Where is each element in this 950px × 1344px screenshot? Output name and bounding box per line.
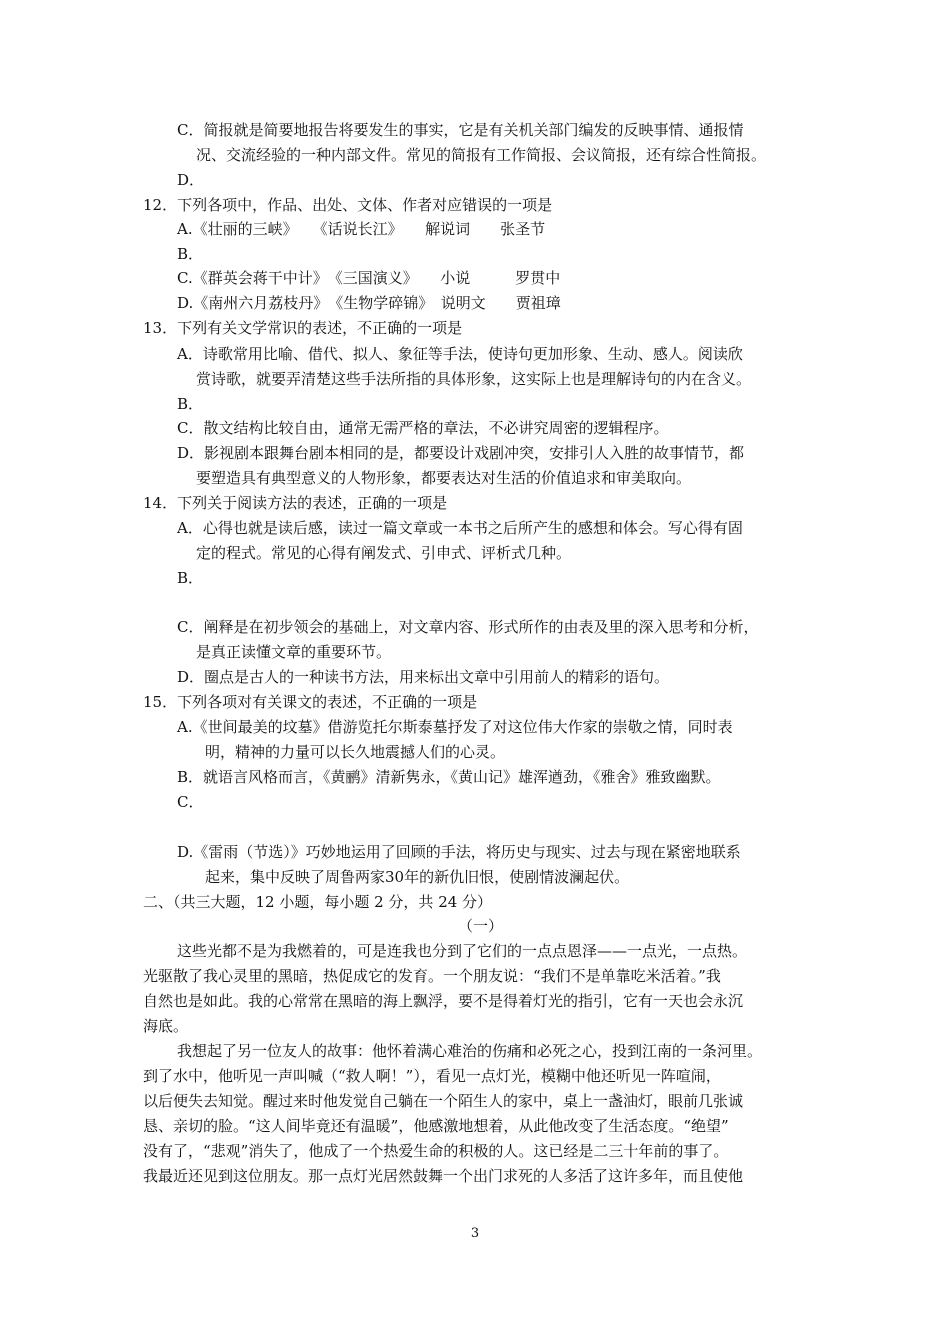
option-line: C.《群英会蒋干中计》 《三国演义》 小说 罗贯中 xyxy=(177,269,561,287)
option-line: A．心得也就是读后感，读过一篇文章或一本书之后所产生的感想和体会。写心得有固 xyxy=(177,519,743,537)
question-stem: 15．下列各项对有关课文的表述，不正确的一项是 xyxy=(143,693,478,711)
option-line: B．就语言风格而言，《黄鹂》清新隽永，《黄山记》雄浑遒劲，《雅舍》雅致幽默。 xyxy=(177,768,721,786)
question-stem: 14．下列关于阅读方法的表述，正确的一项是 xyxy=(143,494,448,512)
option-line: B． xyxy=(177,245,204,263)
passage-line: 海底。 xyxy=(143,1017,189,1035)
text-line: 要塑造具有典型意义的人物形象，都要表达对生活的价值追求和审美取向。 xyxy=(196,469,692,487)
passage-line: 我最近还见到这位朋友。那一点灯光居然鼓舞一个出门求死的人多活了这许多年，而且使他 xyxy=(143,1167,744,1185)
option-line: C．散文结构比较自由，通常无需严格的章法，不必讲究周密的逻辑程序。 xyxy=(177,419,669,437)
passage-line: 没有了，“悲观”消失了，他成了一个热爱生命的积极的人。这已经是二三十年前的事了。 xyxy=(143,1142,729,1160)
page-number: 3 xyxy=(470,1226,480,1241)
text-line: 起来，集中反映了周鲁两家30年的新仇旧恨，使剧情波澜起伏。 xyxy=(205,868,630,886)
subsection-heading: （一） xyxy=(458,917,504,935)
text-line: 明，精神的力量可以长久地震撼人们的心灵。 xyxy=(205,743,506,761)
option-line: B． xyxy=(177,395,204,413)
option-line: C．阐释是在初步领会的基础上，对文章内容、形式所作的由表及里的深入思考和分析， xyxy=(177,618,759,636)
passage-line: 自然也是如此。我的心常常在黑暗的海上飘浮，要不是得着灯光的指引，它有一天也会永沉 xyxy=(143,992,744,1010)
question-stem: 13．下列有关文学常识的表述，不正确的一项是 xyxy=(143,319,463,337)
section-heading: 二、（共三大题，12 小题，每小题 2 分，共 24 分） xyxy=(143,893,493,911)
text-line: 赏诗歌，就要弄清楚这些手法所指的具体形象，这实际上也是理解诗句的内在含义。 xyxy=(196,370,752,388)
text-line: 是真正读懂文章的重要环节。 xyxy=(196,643,392,661)
text-line: 定的程式。常见的心得有阐发式、引申式、评析式几种。 xyxy=(196,544,572,562)
option-line: A．诗歌常用比喻、借代、拟人、象征等手法，使诗句更加形象、生动、感人。阅读欣 xyxy=(177,345,743,363)
passage-line: 光驱散了我心灵里的黑暗，热促成它的发育。一个朋友说：“我们不是单靠吃米活着。”我 xyxy=(143,967,721,985)
option-line: C． xyxy=(177,793,204,811)
passage-line: 我想起了另一位友人的故事：他怀着满心难治的伤痛和必死之心，投到江南的一条河里。 xyxy=(177,1042,763,1060)
text-line: 况、交流经验的一种内部文件。常见的简报有工作简报、会议简报，还有综合性简报。 xyxy=(196,146,767,164)
option-line: A.《壮丽的三峡》 《话说长江》 解说词 张圣节 xyxy=(177,220,546,238)
text-line: C．简报就是简要地报告将要发生的事实，它是有关机关部门编发的反映事情、通报情 xyxy=(177,121,744,139)
option-line: D.《雷雨（节选）》巧妙地运用了回顾的手法，将历史与现实、过去与现在紧密地联系 xyxy=(177,843,741,861)
passage-line: 到了水中，他听见一声叫喊（“救人啊！”），看见一点灯光，模糊中他还听见一阵喧闹， xyxy=(143,1067,721,1085)
passage-line: 这些光都不是为我燃着的，可是连我也分到了它们的一点点恩泽——一点光，一点热。 xyxy=(177,942,748,960)
option-line: A.《世间最美的坟墓》借游览托尔斯泰墓抒发了对这位伟大作家的崇敬之情，同时表 xyxy=(177,718,733,736)
option-line: D.《南州六月荔枝丹》 《生物学碎锦》 说明文 贾祖璋 xyxy=(177,294,561,312)
question-stem: 12．下列各项中，作品、出处、文体、作者对应错误的一项是 xyxy=(143,196,553,214)
passage-line: 恳、亲切的脸。“这人间毕竟还有温暖”，他感激地想着，从此他改变了生活态度。“绝望” xyxy=(143,1117,729,1135)
option-line: D．影视剧本跟舞台剧本相同的是，都要设计戏剧冲突，安排引人入胜的故事情节，都 xyxy=(177,444,745,462)
passage-line: 以后便失去知觉。醒过来时他发觉自己躺在一个陌生人的家中，桌上一盏油灯，眼前几张诚 xyxy=(143,1092,744,1110)
option-line: D．圈点是古人的一种读书方法，用来标出文章中引用前人的精彩的语句。 xyxy=(177,668,670,686)
text-line: D． xyxy=(177,171,205,189)
option-line: B． xyxy=(177,569,204,587)
